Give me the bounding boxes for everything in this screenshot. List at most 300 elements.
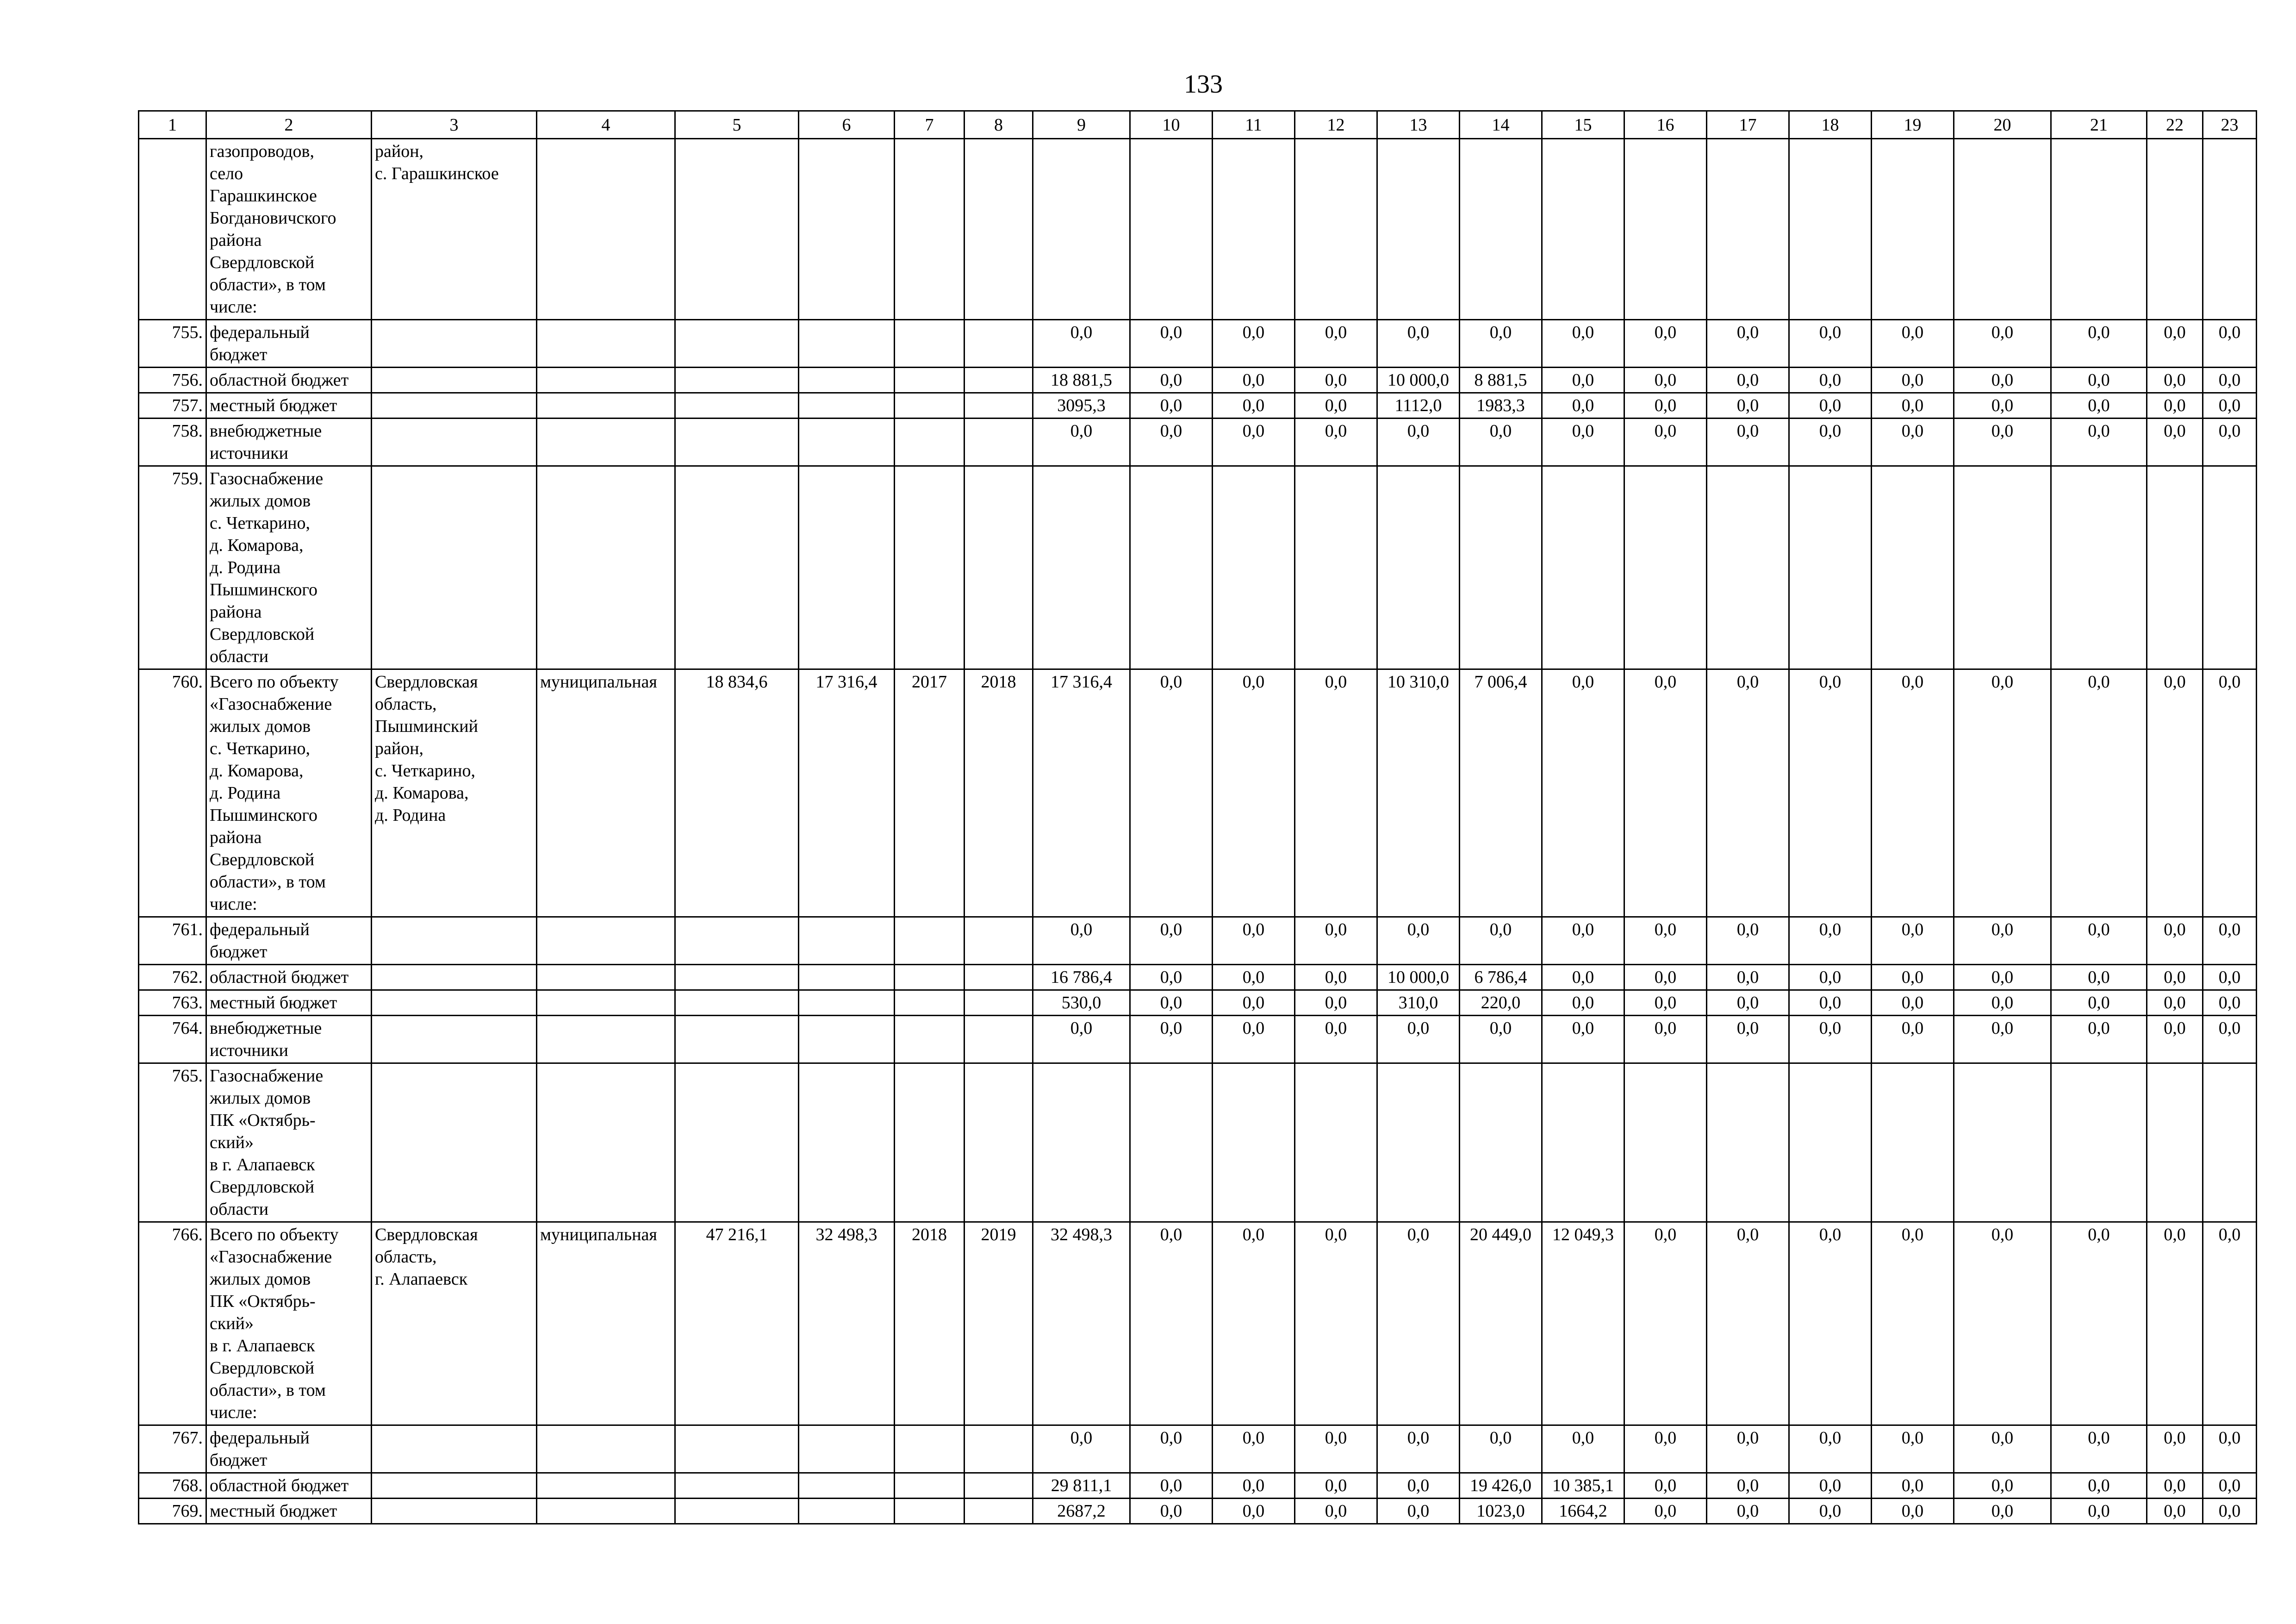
- value-cell: 7 006,4: [1460, 669, 1542, 917]
- ownership-cell: [537, 139, 675, 320]
- value-cell: 0,0: [2051, 418, 2147, 466]
- item-name-cell: областной бюджет: [206, 1473, 372, 1499]
- page-number: 133: [1184, 70, 1223, 99]
- value-cell: 0,0: [1789, 965, 1872, 990]
- value-cell: 0,0: [1954, 965, 2051, 990]
- value-cell: 0,0: [1130, 990, 1213, 1016]
- value-cell: [1033, 1063, 1130, 1222]
- value-cell: 0,0: [1295, 393, 1377, 418]
- value-cell: 0,0: [1872, 669, 1954, 917]
- value-cell: 0,0: [2203, 1499, 2257, 1524]
- value-cell: 0,0: [1624, 917, 1707, 965]
- value-cell: 0,0: [1789, 1016, 1872, 1063]
- value-cell: [1542, 1063, 1624, 1222]
- value-cell: 6 786,4: [1460, 965, 1542, 990]
- location-cell: [372, 965, 537, 990]
- value-cell: 18 834,6: [675, 669, 799, 917]
- value-cell: 0,0: [1624, 1425, 1707, 1473]
- value-cell: 0,0: [1707, 1016, 1789, 1063]
- row-number-cell: 765.: [139, 1063, 206, 1222]
- value-cell: [2147, 1063, 2203, 1222]
- value-cell: 0,0: [2147, 320, 2203, 368]
- value-cell: [1872, 1063, 1954, 1222]
- value-cell: 1023,0: [1460, 1499, 1542, 1524]
- column-header: 4: [537, 111, 675, 139]
- value-cell: 0,0: [1954, 1425, 2051, 1473]
- value-cell: 0,0: [1707, 368, 1789, 393]
- value-cell: 0,0: [1130, 1222, 1213, 1425]
- item-name-cell: местный бюджет: [206, 393, 372, 418]
- value-cell: 0,0: [1033, 418, 1130, 466]
- value-cell: 2687,2: [1033, 1499, 1130, 1524]
- value-cell: [1954, 1063, 2051, 1222]
- value-cell: 0,0: [2051, 669, 2147, 917]
- value-cell: [964, 1425, 1033, 1473]
- value-cell: 0,0: [2051, 917, 2147, 965]
- value-cell: [1542, 466, 1624, 669]
- value-cell: 19 426,0: [1460, 1473, 1542, 1499]
- value-cell: [1130, 1063, 1213, 1222]
- value-cell: 0,0: [1624, 418, 1707, 466]
- value-cell: 0,0: [1872, 1499, 1954, 1524]
- value-cell: [1707, 139, 1789, 320]
- value-cell: 0,0: [1707, 1222, 1789, 1425]
- column-header: 16: [1624, 111, 1707, 139]
- value-cell: 0,0: [1624, 669, 1707, 917]
- item-name-cell: федеральный бюджет: [206, 1425, 372, 1473]
- table-row: [139, 1016, 2257, 1063]
- value-cell: 0,0: [1789, 418, 1872, 466]
- value-cell: [2051, 466, 2147, 669]
- value-cell: 0,0: [2051, 393, 2147, 418]
- value-cell: 0,0: [1295, 965, 1377, 990]
- value-cell: [1954, 139, 2051, 320]
- value-cell: [964, 917, 1033, 965]
- value-cell: 0,0: [1707, 393, 1789, 418]
- value-cell: [675, 320, 799, 368]
- value-cell: 0,0: [1213, 1016, 1295, 1063]
- item-name-cell: Всего по объекту «Газоснабжение жилых домов ПК «Октябрь- ский» в г. Алапаевск Свердловской области», в том числе:: [206, 1222, 372, 1425]
- value-cell: 0,0: [1954, 418, 2051, 466]
- value-cell: [1624, 466, 1707, 669]
- value-cell: 0,0: [1377, 1222, 1460, 1425]
- ownership-cell: [537, 1016, 675, 1063]
- column-header: 9: [1033, 111, 1130, 139]
- value-cell: 0,0: [1213, 1425, 1295, 1473]
- location-cell: [372, 1016, 537, 1063]
- value-cell: [964, 393, 1033, 418]
- ownership-cell: [537, 466, 675, 669]
- ownership-cell: [537, 1473, 675, 1499]
- ownership-cell: [537, 965, 675, 990]
- location-cell: [372, 320, 537, 368]
- value-cell: [799, 139, 895, 320]
- value-cell: [675, 368, 799, 393]
- value-cell: 0,0: [1213, 393, 1295, 418]
- value-cell: 0,0: [1542, 1425, 1624, 1473]
- value-cell: [2203, 139, 2257, 320]
- column-header: 11: [1213, 111, 1295, 139]
- ownership-cell: [537, 368, 675, 393]
- value-cell: [799, 965, 895, 990]
- column-header: 17: [1707, 111, 1789, 139]
- value-cell: 1983,3: [1460, 393, 1542, 418]
- location-cell: [372, 1499, 537, 1524]
- row-number-cell: 766.: [139, 1222, 206, 1425]
- value-cell: 17 316,4: [799, 669, 895, 917]
- value-cell: 0,0: [1130, 965, 1213, 990]
- table-row: [139, 1222, 2257, 1425]
- value-cell: 0,0: [1213, 990, 1295, 1016]
- value-cell: 0,0: [1295, 418, 1377, 466]
- value-cell: 32 498,3: [1033, 1222, 1130, 1425]
- value-cell: [895, 368, 964, 393]
- value-cell: [964, 1063, 1033, 1222]
- value-cell: [1033, 139, 1130, 320]
- header-row: [139, 111, 2257, 139]
- value-cell: [675, 418, 799, 466]
- value-cell: 32 498,3: [799, 1222, 895, 1425]
- row-number-cell: 764.: [139, 1016, 206, 1063]
- value-cell: 0,0: [1789, 393, 1872, 418]
- value-cell: 0,0: [1872, 990, 1954, 1016]
- value-cell: 0,0: [1213, 1222, 1295, 1425]
- column-header: 20: [1954, 111, 2051, 139]
- value-cell: 0,0: [1542, 393, 1624, 418]
- value-cell: [799, 990, 895, 1016]
- value-cell: [1460, 139, 1542, 320]
- row-number-cell: 767.: [139, 1425, 206, 1473]
- value-cell: [1707, 466, 1789, 669]
- item-name-cell: газопроводов, село Гарашкинское Богдановичского района Свердловской области», в том числе:: [206, 139, 372, 320]
- value-cell: 0,0: [1295, 1499, 1377, 1524]
- value-cell: 0,0: [2051, 1473, 2147, 1499]
- column-header: 18: [1789, 111, 1872, 139]
- value-cell: 0,0: [1377, 418, 1460, 466]
- value-cell: 0,0: [1624, 320, 1707, 368]
- value-cell: [964, 1499, 1033, 1524]
- location-cell: район, с. Гарашкинское: [372, 139, 537, 320]
- value-cell: 0,0: [1624, 393, 1707, 418]
- value-cell: [1377, 466, 1460, 669]
- value-cell: 0,0: [2147, 1222, 2203, 1425]
- table-row: [139, 1425, 2257, 1473]
- value-cell: [964, 139, 1033, 320]
- location-cell: [372, 917, 537, 965]
- value-cell: [964, 990, 1033, 1016]
- value-cell: 0,0: [1130, 917, 1213, 965]
- row-number-cell: 760.: [139, 669, 206, 917]
- value-cell: 0,0: [1377, 917, 1460, 965]
- value-cell: [675, 1473, 799, 1499]
- value-cell: [895, 1499, 964, 1524]
- location-cell: [372, 393, 537, 418]
- value-cell: 0,0: [1460, 320, 1542, 368]
- value-cell: 0,0: [2147, 1016, 2203, 1063]
- value-cell: 0,0: [1789, 1222, 1872, 1425]
- value-cell: [2203, 1063, 2257, 1222]
- value-cell: 0,0: [2147, 965, 2203, 990]
- value-cell: [964, 965, 1033, 990]
- table-row: [139, 393, 2257, 418]
- value-cell: [675, 1063, 799, 1222]
- value-cell: 0,0: [2203, 1473, 2257, 1499]
- value-cell: 0,0: [1789, 990, 1872, 1016]
- value-cell: 2018: [895, 1222, 964, 1425]
- value-cell: 0,0: [2051, 368, 2147, 393]
- value-cell: 0,0: [1130, 320, 1213, 368]
- value-cell: [675, 393, 799, 418]
- value-cell: 0,0: [1213, 965, 1295, 990]
- value-cell: 8 881,5: [1460, 368, 1542, 393]
- value-cell: [675, 1016, 799, 1063]
- value-cell: [1295, 139, 1377, 320]
- value-cell: 17 316,4: [1033, 669, 1130, 917]
- value-cell: [799, 1016, 895, 1063]
- value-cell: [1213, 139, 1295, 320]
- value-cell: 0,0: [1789, 1499, 1872, 1524]
- value-cell: [1213, 466, 1295, 669]
- value-cell: [895, 965, 964, 990]
- value-cell: 0,0: [2203, 1016, 2257, 1063]
- value-cell: 0,0: [1213, 320, 1295, 368]
- value-cell: 0,0: [1460, 1016, 1542, 1063]
- value-cell: 2019: [964, 1222, 1033, 1425]
- value-cell: 0,0: [1954, 917, 2051, 965]
- value-cell: [2203, 466, 2257, 669]
- value-cell: 10 000,0: [1377, 368, 1460, 393]
- value-cell: 0,0: [1872, 1425, 1954, 1473]
- row-number-cell: 763.: [139, 990, 206, 1016]
- value-cell: 0,0: [1789, 1473, 1872, 1499]
- value-cell: [799, 418, 895, 466]
- value-cell: [2051, 139, 2147, 320]
- value-cell: 310,0: [1377, 990, 1460, 1016]
- value-cell: 0,0: [1872, 1473, 1954, 1499]
- column-header: 7: [895, 111, 964, 139]
- value-cell: [1213, 1063, 1295, 1222]
- value-cell: 0,0: [2203, 320, 2257, 368]
- value-cell: 530,0: [1033, 990, 1130, 1016]
- value-cell: [1624, 1063, 1707, 1222]
- value-cell: 0,0: [1954, 368, 2051, 393]
- value-cell: [1954, 466, 2051, 669]
- column-header: 23: [2203, 111, 2257, 139]
- table-row: [139, 669, 2257, 917]
- value-cell: 0,0: [1872, 965, 1954, 990]
- value-cell: 0,0: [1707, 669, 1789, 917]
- value-cell: [895, 1063, 964, 1222]
- value-cell: 0,0: [2147, 368, 2203, 393]
- table-row: [139, 466, 2257, 669]
- row-number-cell: [139, 139, 206, 320]
- value-cell: 10 000,0: [1377, 965, 1460, 990]
- column-header: 21: [2051, 111, 2147, 139]
- row-number-cell: 768.: [139, 1473, 206, 1499]
- value-cell: 0,0: [1295, 1222, 1377, 1425]
- value-cell: 1664,2: [1542, 1499, 1624, 1524]
- value-cell: [1872, 139, 1954, 320]
- value-cell: 1112,0: [1377, 393, 1460, 418]
- value-cell: 0,0: [1624, 1499, 1707, 1524]
- value-cell: 12 049,3: [1542, 1222, 1624, 1425]
- value-cell: 0,0: [1872, 320, 1954, 368]
- item-name-cell: федеральный бюджет: [206, 320, 372, 368]
- value-cell: 0,0: [2051, 1222, 2147, 1425]
- table-row: [139, 1499, 2257, 1524]
- value-cell: 0,0: [1872, 917, 1954, 965]
- value-cell: 0,0: [1130, 1425, 1213, 1473]
- row-number-cell: 756.: [139, 368, 206, 393]
- value-cell: [799, 917, 895, 965]
- value-cell: 0,0: [2147, 393, 2203, 418]
- value-cell: [1624, 139, 1707, 320]
- ownership-cell: [537, 1425, 675, 1473]
- value-cell: [964, 418, 1033, 466]
- value-cell: 0,0: [1213, 1499, 1295, 1524]
- value-cell: 0,0: [1707, 1425, 1789, 1473]
- value-cell: 0,0: [1542, 1016, 1624, 1063]
- column-header: 6: [799, 111, 895, 139]
- value-cell: 0,0: [1707, 1499, 1789, 1524]
- value-cell: 0,0: [2051, 1016, 2147, 1063]
- value-cell: 0,0: [2203, 393, 2257, 418]
- value-cell: 0,0: [1954, 1473, 2051, 1499]
- value-cell: 0,0: [1707, 965, 1789, 990]
- table-row: [139, 139, 2257, 320]
- value-cell: 2018: [964, 669, 1033, 917]
- value-cell: 0,0: [2203, 368, 2257, 393]
- value-cell: [675, 1425, 799, 1473]
- value-cell: [1377, 139, 1460, 320]
- value-cell: 0,0: [2203, 669, 2257, 917]
- value-cell: [895, 393, 964, 418]
- value-cell: 0,0: [1213, 1473, 1295, 1499]
- table-row: [139, 917, 2257, 965]
- value-cell: 3095,3: [1033, 393, 1130, 418]
- item-name-cell: местный бюджет: [206, 990, 372, 1016]
- value-cell: [1295, 1063, 1377, 1222]
- location-cell: [372, 418, 537, 466]
- value-cell: 0,0: [1707, 320, 1789, 368]
- ownership-cell: [537, 1499, 675, 1524]
- value-cell: 0,0: [1542, 368, 1624, 393]
- value-cell: 0,0: [1295, 669, 1377, 917]
- value-cell: 0,0: [1033, 320, 1130, 368]
- value-cell: 2017: [895, 669, 964, 917]
- ownership-cell: [537, 1063, 675, 1222]
- row-number-cell: 762.: [139, 965, 206, 990]
- value-cell: [964, 320, 1033, 368]
- value-cell: 0,0: [1707, 917, 1789, 965]
- value-cell: [1130, 466, 1213, 669]
- value-cell: 0,0: [1872, 393, 1954, 418]
- item-name-cell: внебюджетные источники: [206, 418, 372, 466]
- value-cell: 0,0: [1033, 1016, 1130, 1063]
- value-cell: 0,0: [2203, 990, 2257, 1016]
- value-cell: 0,0: [2147, 669, 2203, 917]
- value-cell: 0,0: [1295, 368, 1377, 393]
- value-cell: [1707, 1063, 1789, 1222]
- value-cell: [799, 393, 895, 418]
- value-cell: 0,0: [1130, 1499, 1213, 1524]
- ownership-cell: [537, 990, 675, 1016]
- item-name-cell: Всего по объекту «Газоснабжение жилых домов с. Четкарино, д. Комарова, д. Родина Пышминского района Свердловской области», в том числе:: [206, 669, 372, 917]
- value-cell: [1295, 466, 1377, 669]
- value-cell: 0,0: [2203, 418, 2257, 466]
- value-cell: 47 216,1: [675, 1222, 799, 1425]
- value-cell: 0,0: [1377, 1473, 1460, 1499]
- value-cell: 0,0: [1460, 917, 1542, 965]
- value-cell: 0,0: [2203, 917, 2257, 965]
- location-cell: [372, 1473, 537, 1499]
- value-cell: 16 786,4: [1033, 965, 1130, 990]
- value-cell: 0,0: [1130, 418, 1213, 466]
- value-cell: 0,0: [1377, 1016, 1460, 1063]
- value-cell: 0,0: [1707, 1473, 1789, 1499]
- ownership-cell: [537, 917, 675, 965]
- value-cell: [964, 368, 1033, 393]
- value-cell: 0,0: [1542, 990, 1624, 1016]
- value-cell: [895, 1425, 964, 1473]
- item-name-cell: областной бюджет: [206, 368, 372, 393]
- value-cell: 0,0: [1954, 393, 2051, 418]
- value-cell: 0,0: [2203, 1425, 2257, 1473]
- value-cell: 0,0: [1213, 418, 1295, 466]
- location-cell: Свердловская область, Пышминский район, с. Четкарино, д. Комарова, д. Родина: [372, 669, 537, 917]
- value-cell: 0,0: [1130, 1016, 1213, 1063]
- value-cell: 29 811,1: [1033, 1473, 1130, 1499]
- value-cell: 0,0: [1789, 669, 1872, 917]
- value-cell: 0,0: [2147, 990, 2203, 1016]
- value-cell: 0,0: [1130, 669, 1213, 917]
- column-header: 14: [1460, 111, 1542, 139]
- location-cell: [372, 466, 537, 669]
- value-cell: 0,0: [2051, 990, 2147, 1016]
- value-cell: [1377, 1063, 1460, 1222]
- value-cell: [799, 1499, 895, 1524]
- value-cell: 0,0: [1542, 917, 1624, 965]
- value-cell: 0,0: [1130, 393, 1213, 418]
- value-cell: [895, 139, 964, 320]
- item-name-cell: Газоснабжение жилых домов с. Четкарино, д. Комарова, д. Родина Пышминского района Свердловской области: [206, 466, 372, 669]
- item-name-cell: федеральный бюджет: [206, 917, 372, 965]
- value-cell: [675, 139, 799, 320]
- value-cell: 220,0: [1460, 990, 1542, 1016]
- value-cell: [895, 1473, 964, 1499]
- ownership-cell: муниципальная: [537, 669, 675, 917]
- column-header: 13: [1377, 111, 1460, 139]
- value-cell: 0,0: [1954, 990, 2051, 1016]
- value-cell: 0,0: [1295, 990, 1377, 1016]
- value-cell: [799, 466, 895, 669]
- column-header: 2: [206, 111, 372, 139]
- column-header: 15: [1542, 111, 1624, 139]
- value-cell: 0,0: [1789, 1425, 1872, 1473]
- row-number-cell: 769.: [139, 1499, 206, 1524]
- value-cell: [799, 1063, 895, 1222]
- ownership-cell: [537, 320, 675, 368]
- value-cell: 0,0: [1377, 1425, 1460, 1473]
- value-cell: 0,0: [1872, 1016, 1954, 1063]
- value-cell: [895, 418, 964, 466]
- column-header: 10: [1130, 111, 1213, 139]
- value-cell: 0,0: [1954, 1016, 2051, 1063]
- value-cell: [1789, 139, 1872, 320]
- value-cell: [895, 917, 964, 965]
- column-header: 19: [1872, 111, 1954, 139]
- value-cell: [895, 990, 964, 1016]
